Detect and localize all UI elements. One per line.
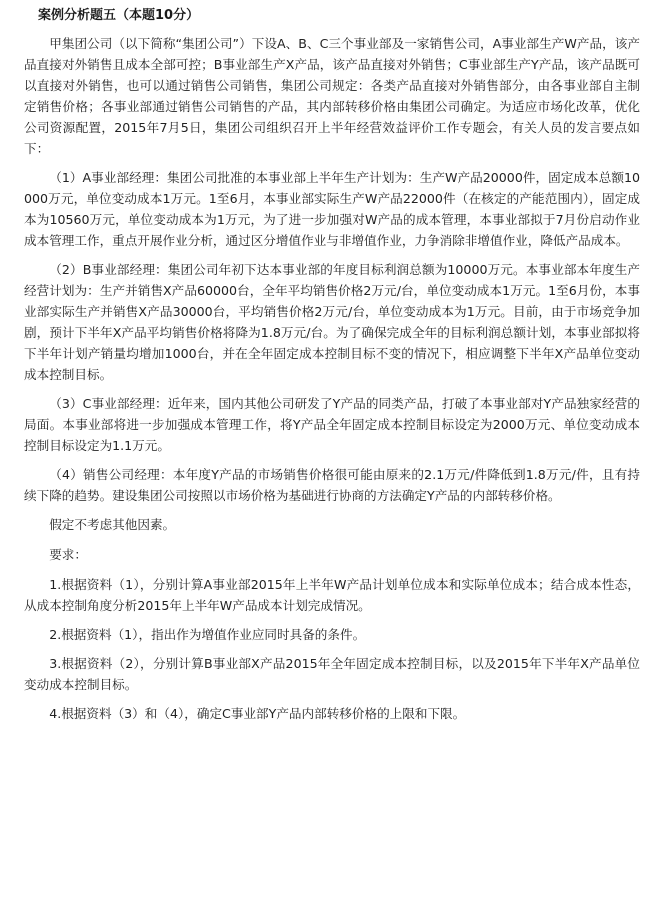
a-division-statement: （1）A事业部经理：集团公司批准的本事业部上半年生产计划为：生产W产品20000件，固定成本总额10000万元，单位变动成本1万元。1至6月，本事业部实际生产W产品22000件（在核定的产能范围内），固定成本为10560万元，单位变动成本为1万元，为了进一步加强对W产品的成本管理，本事业部拟于7月份启动作业成本管理工作，重点开展作业分析，通过区分增值作业与非增值作业，力争消除非增值作业，降低产品成本。 (24, 170, 640, 248)
requirement-3: 3.根据资料（2），分别计算B事业部X产品2015年全年固定成本控制目标，以及2015年下半年X产品单位变动成本控制目标。 (24, 656, 640, 692)
requirement-4: 4.根据资料（3）和（4），确定C事业部Y产品内部转移价格的上限和下限。 (49, 706, 466, 721)
requirements-heading: 要求： (49, 547, 87, 562)
requirement-2: 2.根据资料（1），指出作为增值作业应同时具备的条件。 (49, 627, 366, 642)
assumption-note: 假定不考虑其他因素。 (49, 517, 176, 532)
sales-company-statement: （4）销售公司经理：本年度Y产品的市场销售价格很可能由原来的2.1万元/件降低到1.8万元/件，且有持续下降的趋势。建设集团公司按照以市场价格为基础进行协商的方法确定Y产品的内部转移价格。 (24, 467, 640, 503)
requirement-1: 1.根据资料（1），分别计算A事业部2015年上半年W产品计划单位成本和实际单位成本；结合成本性态，从成本控制角度分析2015年上半年W产品成本计划完成情况。 (24, 577, 640, 613)
b-division-statement: （2）B事业部经理：集团公司年初下达本事业部的年度目标利润总额为10000万元。本事业部本年度生产经营计划为：生产并销售X产品60000台，全年平均销售价格2万元/台，单位变动成本1万元。1至6月份，本事业部实际生产并销售X产品30000台，平均销售价格2万元/台，单位变动成本为1万元。目前，由于市场竞争加剧，预计下半年X产品平均销售价格将降为1.8万元/台。为了确保完成全年的目标利润总额计划，本事业部拟将下半年计划产销量均增加1000台，并在全年固定成本控制目标不变的情况下，相应调整下半年X产品单位变动成本控制目标。 (24, 262, 640, 382)
case-background-paragraph: 甲集团公司（以下简称“集团公司”）下设A、B、C三个事业部及一家销售公司，A事业部生产W产品，该产品直接对外销售且成本全部可控；B事业部生产X产品，该产品直接对外销售；C事业部生产Y产品，该产品既可以直接对外销售，也可以通过销售公司销售，集团公司规定：各类产品直接对外销售部分，由各事业部自主制定销售价格；各事业部通过销售公司销售的产品，其内部转移价格由集团公司确定。为适应市场化改革，优化公司资源配置，2015年7月5日，集团公司组织召开上半年经营效益评价工作专题会，有关人员的发言要点如下： (24, 36, 640, 156)
c-division-statement: （3）C事业部经理：近年来，国内其他公司研发了Y产品的同类产品，打破了本事业部对Y产品独家经营的局面。本事业部将进一步加强成本管理工作，将Y产品全年固定成本控制目标设定为2000万元、单位变动成本控制目标设定为1.1万元。 (24, 396, 640, 453)
question-title: 案例分析题五（本题10分） (38, 8, 200, 23)
